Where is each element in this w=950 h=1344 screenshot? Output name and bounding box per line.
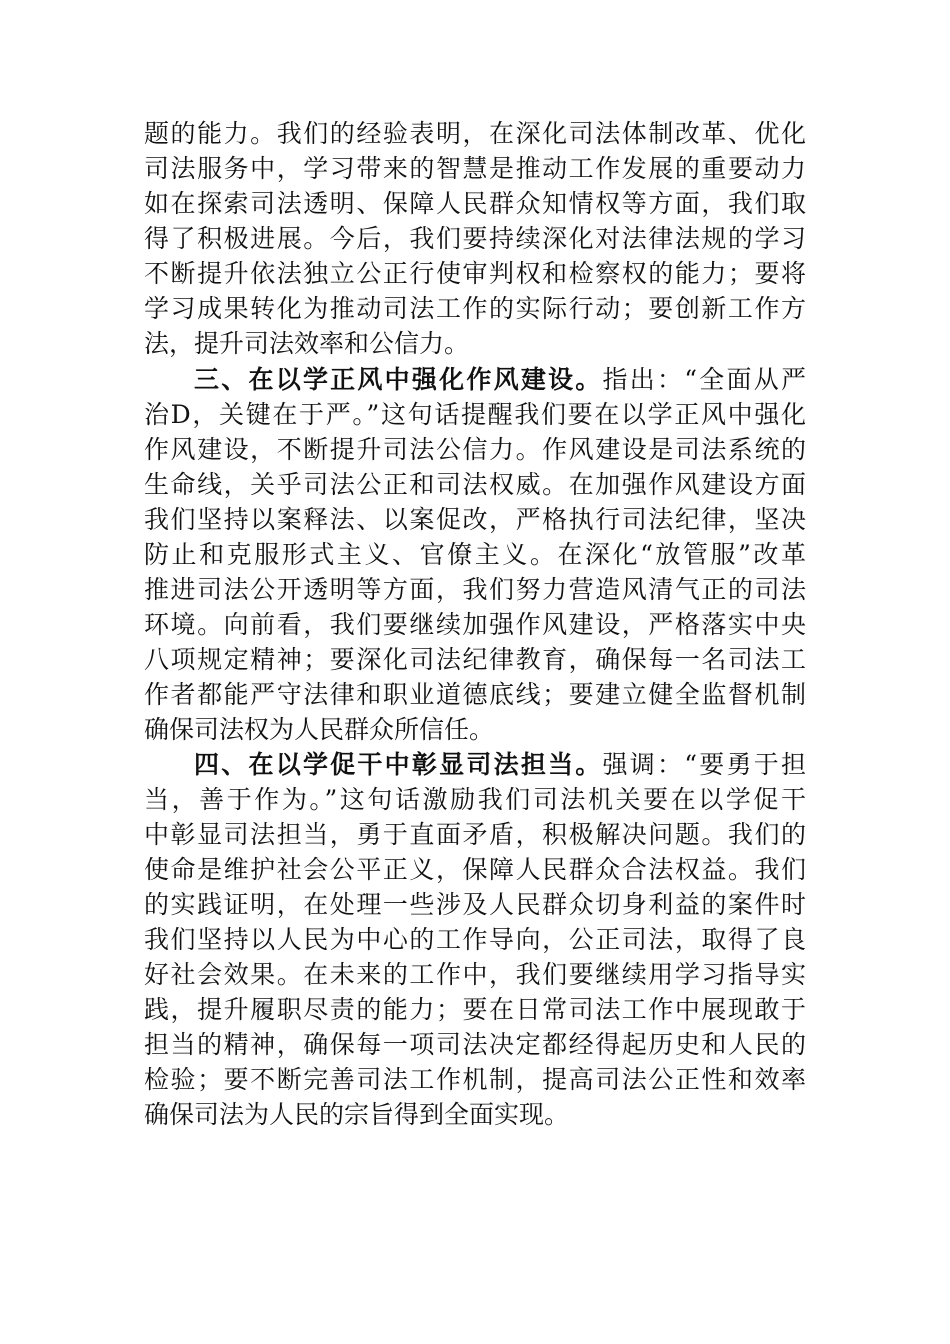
text-line: 不断提升依法独立公正行使审判权和检察权的能力；要将 (144, 259, 806, 288)
section-4-heading: 四、在以学促干中彰显司法担当。 (194, 750, 603, 779)
text-line: 当，善于作为。”这句话激励我们司法机关要在以学促干 (144, 785, 806, 814)
text-line: 如在探索司法透明、保障人民群众知情权等方面，我们取 (144, 189, 806, 218)
text-line: 确保司法权为人民群众所信任。 (144, 715, 495, 744)
text-line: 题的能力。我们的经验表明，在深化司法体制改革、优化 (144, 119, 806, 148)
text-line: 学习成果转化为推动司法工作的实际行动；要创新工作方 (144, 294, 806, 323)
text-line: 治D，关键在于严。”这句话提醒我们要在以学正风中强化 (144, 400, 806, 429)
section-3-first-line (144, 362, 806, 398)
text-line: 得了积极进展。今后，我们要持续深化对法律法规的学习 (144, 224, 806, 253)
text-line: 生命线，关乎司法公正和司法权威。在加强作风建设方面 (144, 470, 806, 499)
text-line: 八项规定精神；要深化司法纪律教育，确保每一名司法工 (144, 645, 806, 674)
text-line: 我们坚持以案释法、以案促改，严格执行司法纪律，坚决 (144, 505, 806, 534)
text-line: 防止和克服形式主义、官僚主义。在深化“放管服”改革 (144, 540, 806, 569)
text-line: 的实践证明，在处理一些涉及人民群众切身利益的案件时 (144, 890, 806, 919)
section-3-heading: 三、在以学正风中强化作风建设。 (194, 365, 603, 394)
text-line: 我们坚持以人民为中心的工作导向，公正司法，取得了良 (144, 925, 806, 954)
section-4-lead: 强调：“要勇于担 (602, 750, 806, 779)
text-line: 环境。向前看，我们要继续加强作风建设，严格落实中央 (144, 610, 806, 639)
text-line: 践，提升履职尽责的能力；要在日常司法工作中展现敢于 (144, 995, 806, 1024)
text-line: 作风建设，不断提升司法公信力。作风建设是司法系统的 (144, 435, 806, 464)
text-line: 担当的精神，确保每一项司法决定都经得起历史和人民的 (144, 1030, 806, 1059)
text-line: 司法服务中，学习带来的智慧是推动工作发展的重要动力 (144, 154, 806, 183)
text-line: 法，提升司法效率和公信力。 (144, 329, 470, 358)
text-line: 推进司法公开透明等方面，我们努力营造风清气正的司法 (144, 575, 806, 604)
text-line: 确保司法为人民的宗旨得到全面实现。 (144, 1100, 570, 1129)
section-3-lead: 指出：“全面从严 (602, 365, 806, 394)
text-line: 使命是维护社会公平正义，保障人民群众合法权益。我们 (144, 855, 806, 884)
text-line: 作者都能严守法律和职业道德底线；要建立健全监督机制 (144, 680, 806, 709)
section-4-first-line (144, 747, 806, 783)
text-line: 中彰显司法担当，勇于直面矛盾，积极解决问题。我们的 (144, 820, 806, 849)
text-line: 好社会效果。在未来的工作中，我们要继续用学习指导实 (144, 960, 806, 989)
text-line: 检验；要不断完善司法工作机制，提高司法公正性和效率 (144, 1065, 806, 1094)
